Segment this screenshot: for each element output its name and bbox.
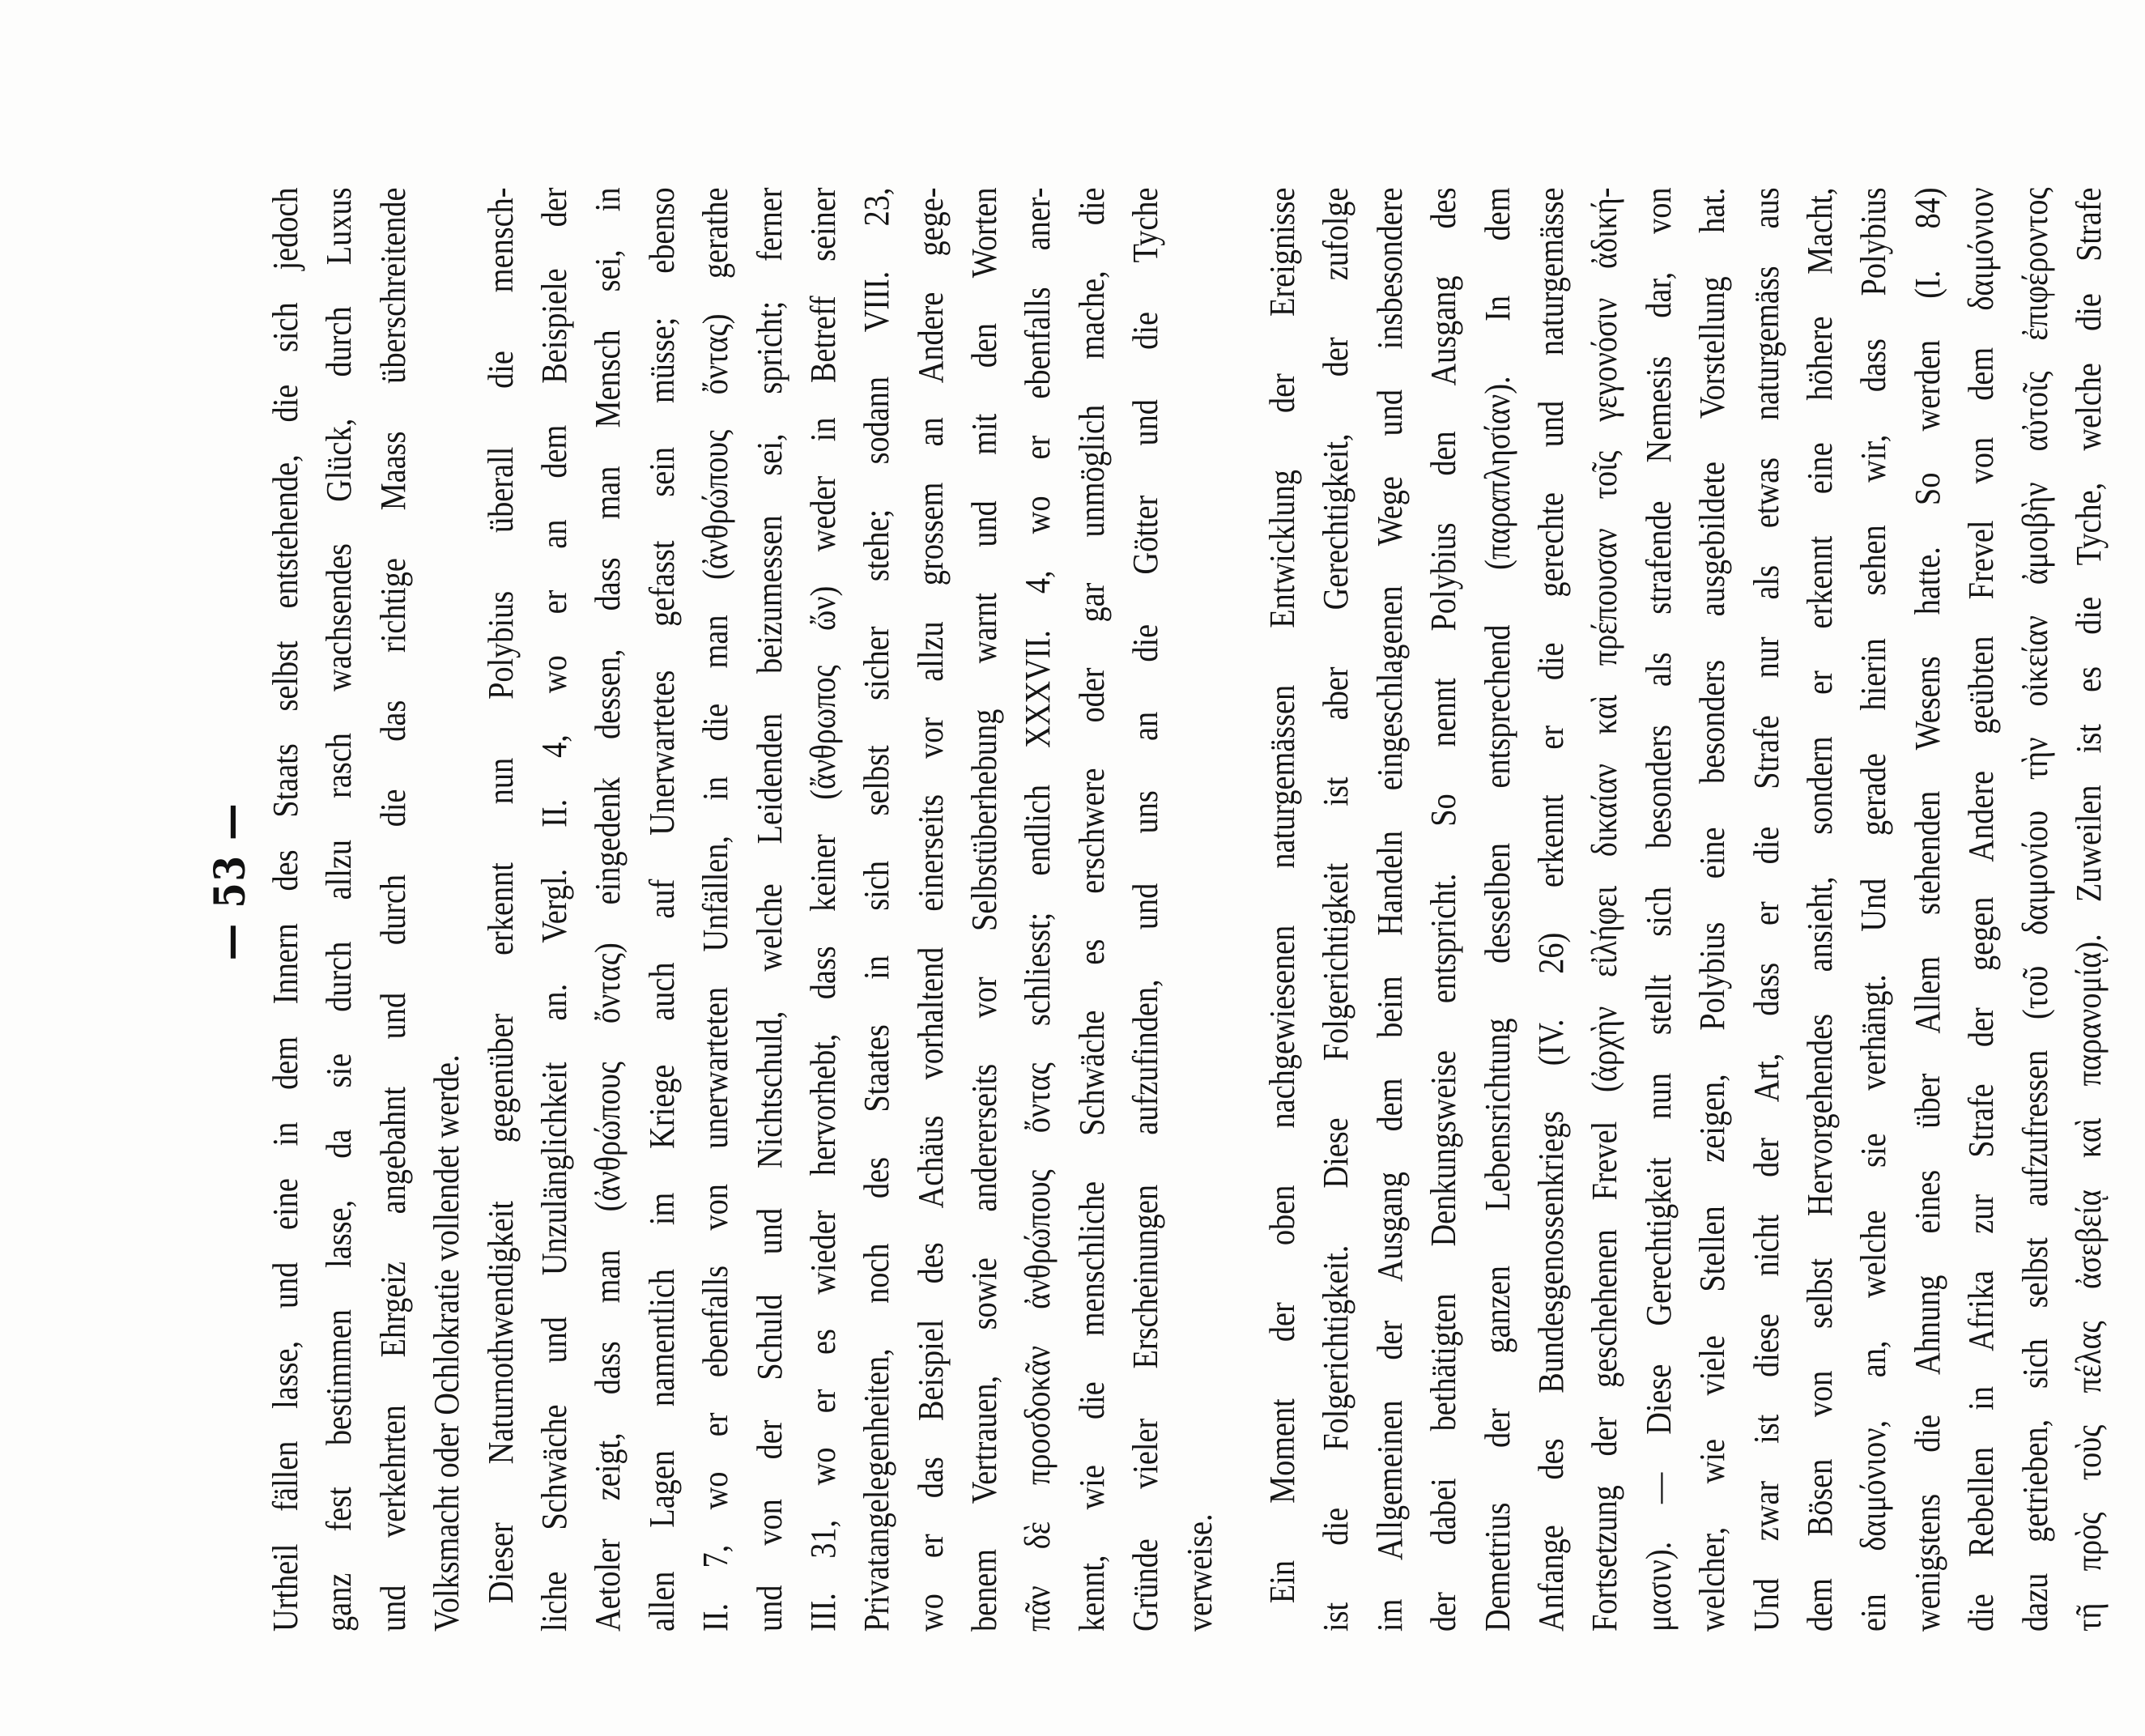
text-line: welcher, wie viele Stellen zeigen, Polybius eine besonders ausgebildete Vorstellung hat.	[1692, 187, 1733, 1632]
text-line: dem Bösen von selbst Hervorgehendes ansieht, sondern er erkennt eine höhere Macht,	[1799, 187, 1840, 1632]
text-line: Volksmacht oder Ochlokratie vollendet werde.	[427, 1054, 467, 1632]
text-line: ist die Folgerichtigkeit. Diese Folgerichtigkeit ist aber Gerechtigkeit, der zufolge	[1316, 187, 1356, 1632]
text-line: Anfange des Bundesgenossenkriegs (IV. 26) erkennt er die gerechte und naturgemässe	[1530, 187, 1571, 1632]
text-line: wo er das Beispiel des Achäus vorhaltend einerseits vor allzu grossem an Andere gege-	[910, 187, 951, 1632]
text-line: die Rebellen in Afrika zur Strafe der gegen Andere geübten Frevel von dem δαιμόνιον	[1961, 187, 2002, 1632]
text-line: Fortsetzung der geschehenen Frevel (ἀρχὴν εἰλήφει δικαίαν καὶ πρέπουσαν τοῖς γεγονόσιν ἀδική-	[1585, 187, 1625, 1632]
text-line: dazu getrieben, sich selbst aufzufressen (τοῦ δαιμονίου τὴν οἰκείαν ἀμοιβὴν αὐτοῖς ἐπιφέροντος	[2015, 187, 2055, 1632]
paragraph-gap	[1227, 187, 1256, 1632]
page-number: — 53 —	[206, 802, 255, 961]
text-line: Und zwar ist diese nicht der Art, dass er die Strafe nur als etwas naturgemäss aus	[1746, 187, 1786, 1632]
text-line: im Allgemeinen der Ausgang dem beim Handeln eingeschlagenen Wege und insbesondere	[1369, 187, 1410, 1632]
text-line: Ein Moment der oben nachgewiesenen naturgemässen Entwicklung der Ereignisse	[1262, 187, 1303, 1604]
text-line: ein δαιμόνιον, an, welche sie verhängt. Und gerade hierin sehen wir, dass Polybius	[1853, 187, 1894, 1632]
text-line: allen Lagen namentlich im Kriege auch auf Unerwartetes gefasst sein müsse; ebenso	[641, 187, 682, 1632]
text-line: benem Vertrauen, sowie andererseits vor Selbstüberhebung warnt und mit den Worten	[964, 187, 1005, 1632]
text-line: und von der Schuld und Nichtschuld, welche Leidenden beizumessen sei, spricht; ferner	[749, 187, 789, 1632]
text-line: III. 31, wo er es wieder hervorhebt, dass keiner (ἄνθρωπος ὤν) weder in Betreff seiner	[802, 187, 843, 1632]
text-line: Demetrius der ganzen Lebensrichtung desselben entsprechend (παραπλησίαν). In dem	[1477, 187, 1517, 1632]
text-line: μασιν). — Diese Gerechtigkeit nun stellt sich besonders als strafende Nemesis dar, von	[1638, 187, 1679, 1632]
text-line: der dabei bethätigten Denkungsweise entspricht. So nennt Polybius den Ausgang des	[1424, 187, 1464, 1632]
text-line: II. 7, wo er ebenfalls von unerwarteten Unfällen, in die man (ἀνθρώπους ὄντας) gerathe	[696, 187, 736, 1632]
text-line: und verkehrten Ehrgeiz angebahnt und durch die das richtige Maass überschreitende	[372, 187, 413, 1632]
text-line: verweise.	[1179, 1513, 1219, 1632]
text-line: Privatangelegenheiten, noch des Staates in sich selbst sicher stehe; sodann VIII. 23,	[857, 187, 897, 1632]
text-line: Gründe vieler Erscheinungen aufzufinden, und uns an die Götter und die Tyche	[1126, 187, 1166, 1632]
text-line: ganz fest bestimmen lasse, da sie durch allzu rasch wachsendes Glück, durch Luxus	[319, 187, 360, 1632]
text-line: τῆ πρὸς τοὺς πέλας ἀσεβείᾳ καὶ παρανομίᾳ). Zuweilen ist es die Tyche, welche die Strafe	[2068, 187, 2109, 1632]
text-line: kennt, wie die menschliche Schwäche es erschwere oder gar unmöglich mache, die	[1071, 187, 1112, 1632]
text-line: wenigstens die Ahnung eines über Allem stehenden Wesens hatte. So werden (I. 84)	[1907, 187, 1947, 1632]
text-line: liche Schwäche und Unzulänglichkeit an. Vergl. II. 4, wo er an dem Beispiele der	[534, 187, 574, 1632]
text-line: Urtheil fällen lasse, und eine in dem Innern des Staats selbst entstehende, die sich jedoch	[266, 187, 305, 1632]
text-line: Aetoler zeigt, dass man (ἀνθρώπους ὄντας) eingedenk dessen, dass man Mensch sei, in	[588, 187, 628, 1632]
rotated-page-content	[202, 187, 2109, 1632]
text-line: Dieser Naturnothwendigkeit gegenüber erkennt nun Polybius überall die mensch-	[480, 187, 521, 1604]
text-line: πᾶν δὲ προσδοκᾶν ἀνθρώπους ὄντας schliesst; endlich XXXVII. 4, wo er ebenfalls aner-	[1018, 187, 1058, 1632]
